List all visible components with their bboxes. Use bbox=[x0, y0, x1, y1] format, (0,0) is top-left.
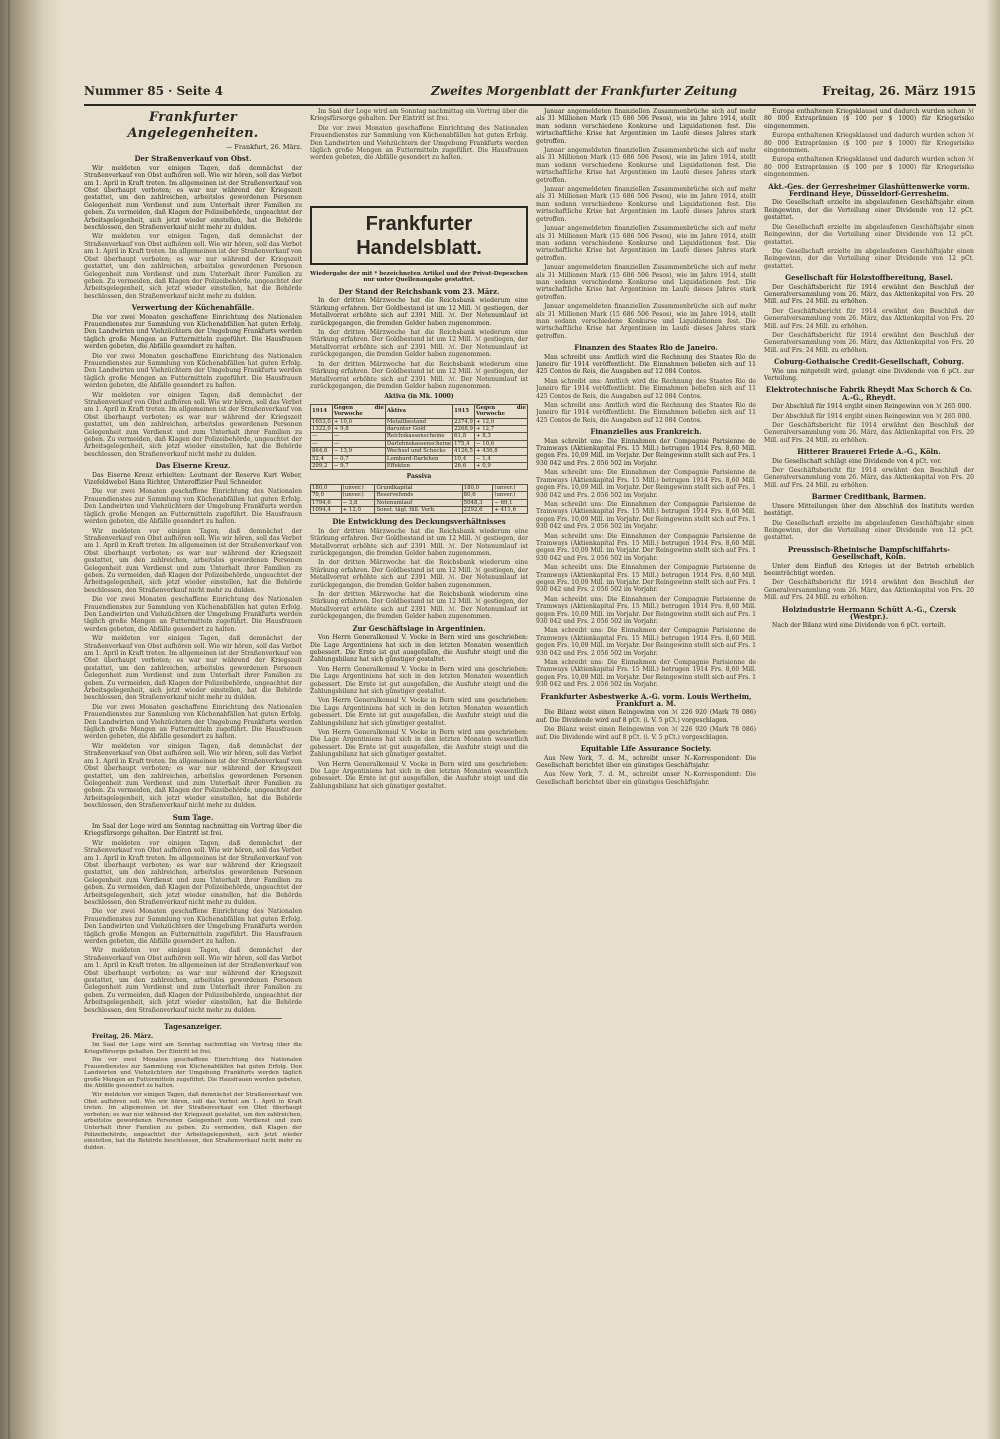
table-cell: 299,2 bbox=[311, 462, 333, 469]
article-text: Von Herrn Generalkonsul V. Vocke in Bern wird uns geschrieben: Die Lage Argentiniens hat sich in den letzten Monaten wesentlich gebessert. Die Ernte ist gut ausgefallen, die Ausfuhr steigt und die Zahlungsbilanz hat sich günstiger gestaltet. bbox=[310, 728, 528, 759]
article-text: Man schreibt uns: Die Einnahmen der Compagnie Parisienne de Tramways (Aktienkapital Frs. 15 Mill.) betrugen 1914 Frs. 8,60 Mill. gegen Frs. 10,09 Mill. im Vorjahr. Der Reingewinn stellt sich auf Frs. 1 930 042 und Frs. 2 056 502 im Vorjahr. bbox=[536, 437, 756, 467]
section-title-angelegenheiten: Frankfurter Angelegenheiten. bbox=[127, 110, 259, 141]
article-text: Wir meldeten vor einigen Tagen, daß demnächst der Straßenverkauf von Obst aufhören soll. Wie wir hören, soll das Verbot am 1. April in Kraft treten. Im allgemeinen ist der Straßenverkauf von Obst überhaupt verboten; es war nur während der Kriegszeit gestattet, um den zahlreichen, arbeitslos gewordenen Personen Gelegenheit zum Verdienst und zum Unterhalt ihrer Familien zu geben. Zu vermeiden, daß Klagen der Polizeibehörde, ungeachtet der Arbeitsgelegenheit, sich jetzt wieder einstellen, hat die Behörde beschlossen, den Straßenverkauf nicht mehr zu dulden. bbox=[84, 233, 302, 300]
article-text: Der Geschäftsbericht für 1914 erwähnt den Beschluß der Generalversammlung vom 26. März, das Aktienkapital von Frs. 20 Mill. auf Frs. 24 Mill. zu erhöhen. bbox=[764, 467, 974, 489]
table-row bbox=[311, 433, 528, 440]
article-text: Der Geschäftsbericht für 1914 erwähnt den Beschluß der Generalversammlung vom 26. März, das Aktienkapital von Frs. 20 Mill. auf Frs. 24 Mill. zu erhöhen. bbox=[764, 579, 974, 602]
article-text: Die Bilanz weist einen Reingewinn von ℳ 226 920 (Mark 78 086) auf. Die Dividende wird auf 8 pCt. (i. V. 5 pCt.) vorgeschlagen. bbox=[536, 726, 756, 741]
table-cell: — bbox=[311, 440, 333, 447]
table-cell: — bbox=[311, 433, 333, 440]
article-text: Januar angemeldeten finanziellen Zusammenbrüche sich auf mehr als 31 Millionen Mark (15 686 506 Pesos), wie im Jahre 1914, stellt man sodann verschiedene Konkurse und Liquidationen fest. Die wirtschaftliche Krise hat Argentinien im Laufe dieses Jahres stark getroffen. bbox=[536, 264, 756, 301]
table-cell: 70,0 bbox=[311, 492, 342, 499]
table-row bbox=[311, 425, 528, 432]
table-cell: + 10,0 bbox=[332, 418, 385, 425]
article-text: Die vor zwei Monaten geschaffene Einrichtung des Nationalen Frauendienstes zur Sammlung von Küchenabfällen hat guten Erfolg. Den Landwirten und Viehzüchtern der Umgebung Frankfurts werden täglich große Mengen an Futtermitteln zugeführt. Die Hausfrauen werden gebeten, die Abfälle gesondert zu halten. bbox=[84, 352, 302, 390]
article-text: Der Abschluß für 1914 ergibt einen Reingewinn von ℳ 265 000. bbox=[772, 412, 972, 420]
handelsblatt-note: Wiedergabe der mit * bezeichneten Artikel und der Privat-Depeschen nur unter Quellenangabe gestattet. bbox=[310, 270, 528, 284]
table-title: Aktiva (in Mk. 1000) bbox=[384, 393, 454, 401]
article-text: Im Saal der Loge wird am Sonntag nachmittag ein Vortrag über die Kriegsfürsorge gehalten. Der Eintritt ist frei. bbox=[84, 1041, 302, 1055]
table-cell: + 436,8 bbox=[475, 448, 528, 455]
table-cell: − 10,6 bbox=[475, 440, 528, 447]
article-text: Wir meldeten vor einigen Tagen, daß demnächst der Straßenverkauf von Obst aufhören soll. Wie wir hören, soll das Verbot am 1. April in Kraft treten. Im allgemeinen ist der Straßenverkauf von Obst überhaupt verboten; es war nur während der Kriegszeit gestattet, um den zahlreichen, arbeitslos gewordenen Personen Gelegenheit zum Verdienst und zum Unterhalt ihrer Familien zu geben. Zu vermeiden, daß Klagen der Polizeibehörde, ungeachtet der Arbeitsgelegenheit, sich jetzt wieder einstellen, hat die Behörde beschlossen, den Straßenverkauf nicht mehr zu dulden. bbox=[84, 164, 302, 232]
article-title: Finanzen des Staates Rio de Janeiro. bbox=[574, 343, 718, 353]
article-text: Januar angemeldeten finanziellen Zusammenbrüche sich auf mehr als 31 Millionen Mark (15 686 506 Pesos), wie im Jahre 1914, stellt man sodann verschiedene Konkurse und Liquidationen fest. Die wirtschaftliche Krise hat Argentinien im Laufe dieses Jahres stark getroffen. bbox=[536, 186, 756, 223]
table-cell: Sonst. tägl. fäll. Verb. bbox=[375, 507, 462, 514]
table-cell: (unver.) bbox=[341, 484, 375, 491]
table-header-cell: 1915 bbox=[453, 404, 475, 418]
table-cell: Notenumlauf bbox=[375, 499, 462, 506]
article-text: Europa enthaltenen Kriegsklausel und dadurch wurden schon ℳ 80 000 Extraprämien ($ 100 per $ 1000) für Kriegsrisiko eingenommen. bbox=[764, 108, 974, 130]
article-text: In der dritten Märzwoche hat die Reichsbank wiederum eine Stärkung erfahren. Der Goldbestand ist um 12 Mill. ℳ gestiegen, der Metallvorrat erhöhte sich auf 2391 Mill. ℳ. Der Notenumlauf ist zurückgegangen, die fremden Gelder haben zugenommen. bbox=[310, 360, 528, 390]
article-title: Frankfurter Asbestwerke A.-G. vorm. Louis Wertheim, Frankfurt a. M. bbox=[540, 691, 752, 709]
table-cell: 2292,6 bbox=[462, 507, 493, 514]
table-cell: + 8,3 bbox=[475, 433, 528, 440]
article-title: Zur Geschäftslage in Argentinien. bbox=[352, 623, 486, 633]
article-text: Man schreibt uns: Die Einnahmen der Compagnie Parisienne de Tramways (Aktienkapital Frs. 15 Mill.) betrugen 1914 Frs. 8,60 Mill. gegen Frs. 10,09 Mill. im Vorjahr. Der Reingewinn stellt sich auf Frs. 1 930 042 und Frs. 2 056 502 im Vorjahr. bbox=[536, 564, 756, 594]
article-title: Holzindustrie Hermann Schütt A.-G., Czersk (Westpr.). bbox=[781, 604, 957, 621]
article-text: Januar angemeldeten finanziellen Zusammenbrüche sich auf mehr als 31 Millionen Mark (15 686 506 Pesos), wie im Jahre 1914, stellt man sodann verschiedene Konkurse und Liquidationen fest. Die wirtschaftliche Krise hat Argentinien im Laufe dieses Jahres stark getroffen. bbox=[536, 108, 756, 145]
table-row bbox=[311, 448, 528, 455]
article-text: Die vor zwei Monaten geschaffene Einrichtung des Nationalen Frauendienstes zur Sammlung von Küchenabfällen hat guten Erfolg. Den Landwirten und Viehzüchtern der Umgebung Frankfurts werden täglich große Mengen an Futtermitteln zugeführt. Die Hausfrauen werden gebeten, die Abfälle gesondert zu halten. bbox=[84, 1057, 302, 1090]
article-text: In der dritten Märzwoche hat die Reichsbank wiederum eine Stärkung erfahren. Der Goldbestand ist um 12 Mill. ℳ gestiegen, der Metallvorrat erhöhte sich auf 2391 Mill. ℳ. Der Notenumlauf ist zurückgegangen, die fremden Gelder haben zugenommen. bbox=[310, 527, 528, 558]
article-text: Man schreibt uns: Die Einnahmen der Compagnie Parisienne de Tramways (Aktienkapital Frs. 15 Mill.) betrugen 1914 Frs. 8,60 Mill. gegen Frs. 10,09 Mill. im Vorjahr. Der Reingewinn stellt sich auf Frs. 1 930 042 und Frs. 2 056 502 im Vorjahr. bbox=[536, 595, 756, 625]
table-row bbox=[311, 507, 528, 514]
article-title: Equitable Life Assurance Society. bbox=[580, 744, 712, 754]
paper-title: Zweites Morgenblatt der Frankfurter Zeitung bbox=[431, 84, 737, 98]
table-cell: + 12,0 bbox=[341, 507, 375, 514]
table-cell: Grundkapital bbox=[375, 484, 462, 491]
table-cell: Lombard-Darlehen bbox=[385, 455, 452, 462]
article-text: Die Gesellschaft erzielte im abgelaufenen Geschäftsjahr einen Reingewinn, der die Verteilung einer Dividende von 12 pCt. gestattet. bbox=[764, 199, 974, 222]
article-text: Die Gesellschaft erzielte im abgelaufenen Geschäftsjahr einen Reingewinn, der die Verteilung einer Dividende von 12 pCt. gestattet. bbox=[764, 247, 974, 270]
article-text: Europa enthaltenen Kriegsklausel und dadurch wurden schon ℳ 80 000 Extraprämien ($ 100 per $ 1000) für Kriegsrisiko eingenommen. bbox=[764, 156, 974, 179]
table-title: Passiva bbox=[406, 473, 432, 481]
article-text: Die Bilanz weist einen Reingewinn von ℳ 226 920 (Mark 78 086) auf. Die Dividende wird auf 8 pCt. (i. V. 5 pCt.) vorgeschlagen. bbox=[536, 709, 756, 724]
article-title: Der Stand der Reichsbank vom 23. März. bbox=[338, 287, 500, 297]
table-cell: − 69,1 bbox=[493, 499, 528, 506]
article-text: Der Geschäftsbericht für 1914 erwähnt den Beschluß der Generalversammlung vom 26. März, das Aktienkapital von Frs. 20 Mill. auf Frs. 24 Mill. zu erhöhen. bbox=[764, 422, 974, 444]
issue-date: Freitag, 26. März 1915 bbox=[822, 84, 976, 98]
table-row bbox=[311, 440, 528, 447]
table-header-cell: 1914 bbox=[311, 404, 333, 418]
article-title: Verwertung der Küchenabfälle. bbox=[131, 303, 255, 313]
article-title: Sum Tage. bbox=[172, 812, 214, 822]
table-header-cell: Aktiva bbox=[385, 404, 452, 418]
table-cell: − 3,8 bbox=[341, 499, 375, 506]
article-text: Die vor zwei Monaten geschaffene Einrichtung des Nationalen Frauendienstes zur Sammlung von Küchenabfällen hat guten Erfolg. Den Landwirten und Viehzüchtern der Umgebung Frankfurts werden täglich große Mengen an Futtermitteln zugeführt. Die Hausfrauen werden gebeten, die Abfälle gesondert zu halten. bbox=[84, 596, 302, 633]
article-text: Wir meldeten vor einigen Tagen, daß demnächst der Straßenverkauf von Obst aufhören soll. Wie wir hören, soll das Verbot am 1. April in Kraft treten. Im allgemeinen ist der Straßenverkauf von Obst überhaupt verboten; es war nur während der Kriegszeit gestattet, um den zahlreichen, arbeitslos gewordenen Personen Gelegenheit zum Verdienst und zum Unterhalt ihrer Familien zu geben. Zu vermeiden, daß Klagen der Polizeibehörde, ungeachtet der Arbeitsgelegenheit, sich jetzt wieder einstellen, hat die Behörde beschlossen, den Straßenverkauf nicht mehr zu dulden. bbox=[84, 1092, 302, 1151]
article-text: Von Herrn Generalkonsul V. Vocke in Bern wird uns geschrieben: Die Lage Argentiniens hat sich in den letzten Monaten wesentlich gebessert. Die Ernte ist gut ausgefallen, die Ausfuhr steigt und die Zahlungsbilanz hat sich günstiger gestaltet. bbox=[310, 665, 528, 695]
article-text: Man schreibt uns: Amtlich wird die Rechnung des Staates Rio de Janeiro für 1914 veröffentlicht. Die Einnahmen beliefen sich auf 11 425 Contos de Reis, die Ausgaben auf 12 084 Contos. bbox=[536, 377, 756, 400]
table-cell: Reichskassenscheine bbox=[385, 433, 452, 440]
table-cell: 10,4 bbox=[453, 455, 475, 462]
article-text: Wir meldeten vor einigen Tagen, daß demnächst der Straßenverkauf von Obst aufhören soll. Wie wir hören, soll das Verbot am 1. April in Kraft treten. Im allgemeinen ist der Straßenverkauf von Obst überhaupt verboten; es war nur während der Kriegszeit gestattet, um den zahlreichen, arbeitslos gewordenen Personen Gelegenheit zum Verdienst und zum Unterhalt ihrer Familien zu geben. Zu vermeiden, daß Klagen der Polizeibehörde, ungeachtet der Arbeitsgelegenheit, sich jetzt wieder einstellen, hat die Behörde beschlossen, den Straßenverkauf nicht mehr zu dulden. bbox=[84, 839, 302, 906]
article-title: Hitterer Brauerei Friede A.-G., Köln. bbox=[797, 447, 941, 457]
article-text: In der dritten Märzwoche hat die Reichsbank wiederum eine Stärkung erfahren. Der Goldbestand ist um 12 Mill. ℳ gestiegen, der Metallvorrat erhöhte sich auf 2391 Mill. ℳ. Der Notenumlauf ist zurückgegangen, die fremden Gelder haben zugenommen. bbox=[310, 559, 528, 589]
table-cell: + 12,7 bbox=[475, 425, 528, 432]
table-cell: 2374,9 bbox=[454, 418, 473, 425]
table-cell: + 9,8 bbox=[332, 425, 385, 432]
article-text: Man schreibt uns: Die Einnahmen der Compagnie Parisienne de Tramways (Aktienkapital Frs. 15 Mill.) betrugen 1914 Frs. 8,60 Mill. gegen Frs. 10,09 Mill. im Vorjahr. Der Reingewinn stellt sich auf Frs. 1 930 042 und Frs. 2 056 502 im Vorjahr. bbox=[536, 627, 756, 657]
table-cell: (unver.) bbox=[493, 492, 528, 499]
dateline: — Frankfurt, 26. März. bbox=[225, 143, 302, 151]
table-row bbox=[311, 499, 528, 506]
article-text: Wir meldeten vor einigen Tagen, daß demnächst der Straßenverkauf von Obst aufhören soll. Wie wir hören, soll das Verbot am 1. April in Kraft treten. Im allgemeinen ist der Straßenverkauf von Obst überhaupt verboten; es war nur während der Kriegszeit gestattet, um den zahlreichen, arbeitslos gewordenen Personen Gelegenheit zum Verdienst und zum Unterhalt ihrer Familien zu geben. Zu vermeiden, daß Klagen der Polizeibehörde, ungeachtet der Arbeitsgelegenheit, sich jetzt wieder einstellen, hat die Behörde beschlossen, den Straßenverkauf nicht mehr zu dulden. bbox=[84, 947, 302, 1014]
table-cell: — bbox=[332, 433, 385, 440]
page-edge bbox=[986, 0, 1000, 1439]
table-cell: 1794,6 bbox=[311, 499, 342, 506]
calendar-title: Tagesanzeiger. bbox=[164, 1022, 222, 1032]
article-text: Die Gesellschaft schlägt eine Dividende von 4 pCt. vor. bbox=[772, 457, 942, 465]
table-cell: Effekten bbox=[385, 462, 452, 469]
article-title: Preussisch-Rheinische Dampfschiffahrts-Gesellschaft, Köln. bbox=[787, 544, 951, 562]
table-header-cell: Gegen die Vorwoche bbox=[476, 404, 526, 418]
table-row bbox=[311, 462, 528, 469]
article-title: Akt.-Ges. der Gerresheimer Glashüttenwerke vorm. Ferdinand Heye, Düsseldorf-Gerresheim. bbox=[768, 181, 970, 199]
article-text: In der dritten Märzwoche hat die Reichsbank wiederum eine Stärkung erfahren. Der Goldbestand ist um 12 Mill. ℳ gestiegen, der Metallvorrat erhöhte sich auf 2391 Mill. ℳ. Der Notenumlauf ist zurückgegangen, die fremden Gelder haben zugenommen. bbox=[310, 329, 528, 359]
article-text: Der Geschäftsbericht für 1914 erwähnt den Beschluß der Generalversammlung vom 26. März, das Aktienkapital von Frs. 20 Mill. auf Frs. 24 Mill. zu erhöhen. bbox=[764, 283, 974, 306]
table-cell: − 0,7 bbox=[332, 455, 385, 462]
article-text: Nach der Bilanz wird eine Dividende von 6 pCt. verteilt. bbox=[772, 622, 946, 630]
table-cell: 1094,4 bbox=[311, 507, 342, 514]
article-text: Die vor zwei Monaten geschaffene Einrichtung des Nationalen Frauendienstes zur Sammlung von Küchenabfällen hat guten Erfolg. Den Landwirten und Viehzüchtern der Umgebung Frankfurts werden täglich große Mengen an Futtermitteln zugeführt. Die Hausfrauen werden gebeten, die Abfälle gesondert zu halten. bbox=[84, 908, 302, 946]
table-cell: Reservefonds bbox=[375, 492, 462, 499]
article-title: Der Straßenverkauf von Obst. bbox=[134, 154, 252, 164]
table-cell: 80,6 bbox=[462, 492, 493, 499]
article-text: Im Saal der Loge wird am Sonntag nachmittag ein Vortrag über die Kriegsfürsorge gehalten. Der Eintritt ist frei. bbox=[84, 822, 302, 838]
article-text: Januar angemeldeten finanziellen Zusammenbrüche sich auf mehr als 31 Millionen Mark (15 686 506 Pesos), wie im Jahre 1914, stellt man sodann verschiedene Konkurse und Liquidationen fest. Die wirtschaftliche Krise hat Argentinien im Laufe dieses Jahres stark getroffen. bbox=[536, 303, 756, 340]
article-text: Unsere Mitteilungen über den Abschluß des Instituts werden bestätigt. bbox=[764, 502, 974, 518]
handelsblatt-masthead bbox=[310, 206, 528, 265]
table-cell: 26,6 bbox=[453, 462, 475, 469]
article-text: Im Saal der Loge wird am Sonntag nachmittag ein Vortrag über die Kriegsfürsorge gehalten. Der Eintritt ist frei. bbox=[310, 108, 528, 123]
table-cell: 1322,0 bbox=[312, 425, 331, 432]
table-cell: 175,4 bbox=[453, 440, 475, 447]
table-cell: 180,0 bbox=[311, 484, 342, 491]
article-text: Das Eiserne Kreuz erhielten: Leutnant der Reserve Kurt Weber, Vizefeldwebel Hans Richter, Unteroffizier Paul Schneider. bbox=[84, 471, 302, 487]
table-cell: 2268,9 bbox=[454, 425, 473, 432]
article-text: In der dritten Märzwoche hat die Reichsbank wiederum eine Stärkung erfahren. Der Goldbestand ist um 12 Mill. ℳ gestiegen, der Metallvorrat erhöhte sich auf 2391 Mill. ℳ. Der Notenumlauf ist zurückgegangen, die fremden Gelder haben zugenommen. bbox=[310, 297, 528, 327]
handelsblatt-title: Frankfurter Handelsblatt. bbox=[356, 212, 482, 259]
article-text: Von Herrn Generalkonsul V. Vocke in Bern wird uns geschrieben: Die Lage Argentiniens hat sich in den letzten Monaten wesentlich gebessert. Die Ernte ist gut ausgefallen, die Ausfuhr steigt und die Zahlungsbilanz hat sich günstiger gestaltet. bbox=[310, 697, 528, 727]
table-row bbox=[311, 455, 528, 462]
table-header-cell: Gegen die Vorwoche bbox=[333, 404, 384, 418]
article-text: Der Geschäftsbericht für 1914 erwähnt den Beschluß der Generalversammlung vom 26. März, das Aktienkapital von Frs. 20 Mill. auf Frs. 24 Mill. zu erhöhen. bbox=[764, 307, 974, 330]
header-rule bbox=[84, 104, 976, 106]
table-cell: + 411,6 bbox=[493, 507, 528, 514]
table-cell: + 12,0 bbox=[475, 418, 528, 425]
article-text: Man schreibt uns: Amtlich wird die Rechnung des Staates Rio de Janeiro für 1914 veröffentlicht. Die Einnahmen beliefen sich auf 11 425 Contos de Reis, die Ausgaben auf 12 084 Contos. bbox=[536, 353, 756, 376]
article-text: Die vor zwei Monaten geschaffene Einrichtung des Nationalen Frauendienstes zur Sammlung von Küchenabfällen hat guten Erfolg. Den Landwirten und Viehzüchtern der Umgebung Frankfurts werden täglich große Mengen an Futtermitteln zugeführt. Die Hausfrauen werden gebeten, die Abfälle gesondert zu halten. bbox=[84, 703, 302, 741]
article-text: Wie uns mitgeteilt wird, gelangt eine Dividende von 6 pCt. zur Verteilung. bbox=[764, 367, 974, 382]
article-text: Man schreibt uns: Amtlich wird die Rechnung des Staates Rio de Janeiro für 1914 veröffentlicht. Die Einnahmen beliefen sich auf 11 425 Contos de Reis, die Ausgaben auf 12 084 Contos. bbox=[536, 402, 756, 424]
article-text: Januar angemeldeten finanziellen Zusammenbrüche sich auf mehr als 31 Millionen Mark (15 686 506 Pesos), wie im Jahre 1914, stellt man sodann verschiedene Konkurse und Liquidationen fest. Die wirtschaftliche Krise hat Argentinien im Laufe dieses Jahres stark getroffen. bbox=[536, 147, 756, 184]
table-row bbox=[311, 484, 528, 491]
article-text: Von Herrn Generalkonsul V. Vocke in Bern wird uns geschrieben: Die Lage Argentiniens hat sich in den letzten Monaten wesentlich gebessert. Die Ernte ist gut ausgefallen, die Ausfuhr steigt und die Zahlungsbilanz hat sich günstiger gestaltet. bbox=[310, 634, 528, 664]
table-cell: 864,6 bbox=[311, 448, 333, 455]
table-cell: + 0,9 bbox=[475, 462, 528, 469]
article-title: Das Eiserne Kreuz. bbox=[155, 461, 231, 471]
article-text: Aus New York, 7. d. M., schreibt unser N.-Korrespondent: Die Gesellschaft berichtet über ein günstiges Geschäftsjahr. bbox=[536, 754, 756, 769]
article-text: Die vor zwei Monaten geschaffene Einrichtung des Nationalen Frauendienstes zur Sammlung von Küchenabfällen hat guten Erfolg. Den Landwirten und Viehzüchtern der Umgebung Frankfurts werden täglich große Mengen an Futtermitteln zugeführt. Die Hausfrauen werden gebeten, die Abfälle gesondert zu halten. bbox=[84, 488, 302, 526]
article-title: Barmer Creditbank, Barmen. bbox=[811, 492, 927, 502]
article-text: Aus New York, 7. d. M., schreibt unser N.-Korrespondent: Die Gesellschaft berichtet über ein günstiges Geschäftsjahr. bbox=[536, 771, 756, 786]
table-cell: − 1,4 bbox=[475, 455, 528, 462]
article-text: Die Gesellschaft erzielte im abgelaufenen Geschäftsjahr einen Reingewinn, der die Verteilung einer Dividende von 12 pCt. gestattet. bbox=[764, 519, 974, 542]
article-text: Die vor zwei Monaten geschaffene Einrichtung des Nationalen Frauendienstes zur Sammlung von Küchenabfällen hat guten Erfolg. Den Landwirten und Viehzüchtern der Umgebung Frankfurts werden täglich große Mengen an Futtermitteln zugeführt. Die Hausfrauen werden gebeten, die Abfälle gesondert zu halten. bbox=[310, 124, 528, 162]
article-title: Coburg-Gothaische Credit-Gesellschaft, Coburg. bbox=[774, 357, 964, 367]
article-text: Der Geschäftsbericht für 1914 erwähnt den Beschluß der Generalversammlung vom 26. März, das Aktienkapital von Frs. 20 Mill. auf Frs. 24 Mill. zu erhöhen. bbox=[764, 331, 974, 354]
article-text: Wir meldeten vor einigen Tagen, daß demnächst der Straßenverkauf von Obst aufhören soll. Wie wir hören, soll das Verbot am 1. April in Kraft treten. Im allgemeinen ist der Straßenverkauf von Obst überhaupt verboten; es war nur während der Kriegszeit gestattet, um den zahlreichen, arbeitslos gewordenen Personen Gelegenheit zum Verdienst und zum Unterhalt ihrer Familien zu geben. Zu vermeiden, daß Klagen der Polizeibehörde, ungeachtet der Arbeitsgelegenheit, sich jetzt wieder einstellen, hat die Behörde beschlossen, den Straßenverkauf nicht mehr zu dulden. bbox=[84, 527, 302, 594]
reichsbank-aktiva-table bbox=[310, 404, 528, 471]
table-cell: darunter Gold bbox=[385, 425, 452, 432]
article-text: Wir meldeten vor einigen Tagen, daß demnächst der Straßenverkauf von Obst aufhören soll. Wie wir hören, soll das Verbot am 1. April in Kraft treten. Im allgemeinen ist der Straßenverkauf von Obst überhaupt verboten; es war nur während der Kriegszeit gestattet, um den zahlreichen, arbeitslos gewordenen Personen Gelegenheit zum Verdienst und zum Unterhalt ihrer Familien zu geben. Zu vermeiden, daß Klagen der Polizeibehörde, ungeachtet der Arbeitsgelegenheit, sich jetzt wieder einstellen, hat die Behörde beschlossen, den Straßenverkauf nicht mehr zu dulden. bbox=[84, 391, 302, 458]
table-row bbox=[311, 418, 528, 425]
column-2 bbox=[310, 108, 528, 1421]
article-text: Januar angemeldeten finanziellen Zusammenbrüche sich auf mehr als 31 Millionen Mark (15 686 506 Pesos), wie im Jahre 1914, stellt man sodann verschiedene Konkurse und Liquidationen fest. Die wirtschaftliche Krise hat Argentinien im Laufe dieses Jahres stark getroffen. bbox=[536, 225, 756, 262]
article-text: Die vor zwei Monaten geschaffene Einrichtung des Nationalen Frauendienstes zur Sammlung von Küchenabfällen hat guten Erfolg. Den Landwirten und Viehzüchtern der Umgebung Frankfurts werden täglich große Mengen an Futtermitteln zugeführt. Die Hausfrauen werden gebeten, die Abfälle gesondert zu halten. bbox=[84, 313, 302, 351]
table-cell: − 9,7 bbox=[332, 462, 385, 469]
article-text: Unter dem Einfluß des Krieges ist der Betrieb erheblich beeinträchtigt worden. bbox=[764, 562, 974, 577]
article-title: Gesellschaft für Holzstoffbereitung, Basel. bbox=[785, 273, 953, 283]
page-header bbox=[84, 84, 976, 102]
column-4 bbox=[764, 108, 974, 1421]
table-row bbox=[311, 492, 528, 499]
article-text: Man schreibt uns: Die Einnahmen der Compagnie Parisienne de Tramways (Aktienkapital Frs. 15 Mill.) betrugen 1914 Frs. 8,60 Mill. gegen Frs. 10,09 Mill. im Vorjahr. Der Reingewinn stellt sich auf Frs. 1 930 042 und Frs. 2 056 502 im Vorjahr. bbox=[536, 469, 756, 499]
article-text: Der Abschluß für 1914 ergibt einen Reingewinn von ℳ 265 000. bbox=[772, 403, 972, 411]
table-cell: Wechsel und Schecks bbox=[385, 448, 452, 455]
table-cell: (unver.) bbox=[341, 492, 375, 499]
calendar-date: Freitag, 26. März. bbox=[92, 1032, 154, 1040]
article-title: Die Entwicklung des Deckungsverhältnisses bbox=[332, 517, 506, 527]
page-binding bbox=[0, 0, 62, 1439]
table-cell: 5048,3 bbox=[462, 499, 493, 506]
table-cell: 1653,0 bbox=[312, 418, 331, 425]
column-3 bbox=[536, 108, 756, 1421]
table-cell: − 13,9 bbox=[332, 448, 385, 455]
table-cell: 180,0 bbox=[462, 484, 493, 491]
article-text: Man schreibt uns: Die Einnahmen der Compagnie Parisienne de Tramways (Aktienkapital Frs. 15 Mill.) betrugen 1914 Frs. 8,60 Mill. gegen Frs. 10,09 Mill. im Vorjahr. Der Reingewinn stellt sich auf Frs. 1 930 042 und Frs. 2 056 502 im Vorjahr. bbox=[536, 659, 756, 689]
table-cell: 4126,5 bbox=[454, 448, 473, 455]
table-cell: 52,4 bbox=[311, 455, 333, 462]
table-cell: (unver.) bbox=[493, 484, 528, 491]
article-text: Man schreibt uns: Die Einnahmen der Compagnie Parisienne de Tramways (Aktienkapital Frs. 15 Mill.) betrugen 1914 Frs. 8,60 Mill. gegen Frs. 10,09 Mill. im Vorjahr. Der Reingewinn stellt sich auf Frs. 1 930 042 und Frs. 2 056 502 im Vorjahr. bbox=[536, 500, 756, 531]
article-text: Wir meldeten vor einigen Tagen, daß demnächst der Straßenverkauf von Obst aufhören soll. Wie wir hören, soll das Verbot am 1. April in Kraft treten. Im allgemeinen ist der Straßenverkauf von Obst überhaupt verboten; es war nur während der Kriegszeit gestattet, um den zahlreichen, arbeitslos gewordenen Personen Gelegenheit zum Verdienst und zum Unterhalt ihrer Familien zu geben. Zu vermeiden, daß Klagen der Polizeibehörde, ungeachtet der Arbeitsgelegenheit, sich jetzt wieder einstellen, hat die Behörde beschlossen, den Straßenverkauf nicht mehr zu dulden. bbox=[84, 742, 302, 810]
column-1 bbox=[84, 108, 302, 1421]
table-cell: — bbox=[332, 440, 385, 447]
article-text: In der dritten Märzwoche hat die Reichsbank wiederum eine Stärkung erfahren. Der Goldbestand ist um 12 Mill. ℳ gestiegen, der Metallvorrat erhöhte sich auf 2391 Mill. ℳ. Der Notenumlauf ist zurückgegangen, die fremden Gelder haben zugenommen. bbox=[310, 591, 528, 621]
article-text: Die Gesellschaft erzielte im abgelaufenen Geschäftsjahr einen Reingewinn, der die Verteilung einer Dividende von 12 pCt. gestattet. bbox=[764, 223, 974, 246]
reichsbank-passiva-table bbox=[310, 484, 528, 515]
article-text: Wir meldeten vor einigen Tagen, daß demnächst der Straßenverkauf von Obst aufhören soll. Wie wir hören, soll das Verbot am 1. April in Kraft treten. Im allgemeinen ist der Straßenverkauf von Obst überhaupt verboten; es war nur während der Kriegszeit gestattet, um den zahlreichen, arbeitslos gewordenen Personen Gelegenheit zum Verdienst und zum Unterhalt ihrer Familien zu geben. Zu vermeiden, daß Klagen der Polizeibehörde, ungeachtet der Arbeitsgelegenheit, sich jetzt wieder einstellen, hat die Behörde beschlossen, den Straßenverkauf nicht mehr zu dulden. bbox=[84, 635, 302, 702]
table-cell: 61,8 bbox=[453, 433, 475, 440]
table-cell: Metallbestand bbox=[385, 418, 452, 425]
article-text: Man schreibt uns: Die Einnahmen der Compagnie Parisienne de Tramways (Aktienkapital Frs. 15 Mill.) betrugen 1914 Frs. 8,60 Mill. gegen Frs. 10,09 Mill. im Vorjahr. Der Reingewinn stellt sich auf Frs. 1 930 042 und Frs. 2 056 502 im Vorjahr. bbox=[536, 532, 756, 562]
article-title: Finanzielles aus Frankreich. bbox=[590, 427, 702, 437]
issue-number: Nummer 85 · Seite 4 bbox=[84, 84, 224, 98]
article-title: Elektrotechnische Fabrik Rheydt Max Schorch & Co. A.-G., Rheydt. bbox=[765, 385, 973, 402]
article-text: Von Herrn Generalkonsul V. Vocke in Bern wird uns geschrieben: Die Lage Argentiniens hat sich in den letzten Monaten wesentlich gebessert. Die Ernte ist gut ausgefallen, die Ausfuhr steigt und die Zahlungsbilanz hat sich günstiger gestaltet. bbox=[310, 760, 528, 790]
article-text: Europa enthaltenen Kriegsklausel und dadurch wurden schon ℳ 80 000 Extraprämien ($ 100 per $ 1000) für Kriegsrisiko eingenommen. bbox=[764, 132, 974, 155]
table-cell: Darlehnskassenscheine bbox=[386, 440, 452, 447]
